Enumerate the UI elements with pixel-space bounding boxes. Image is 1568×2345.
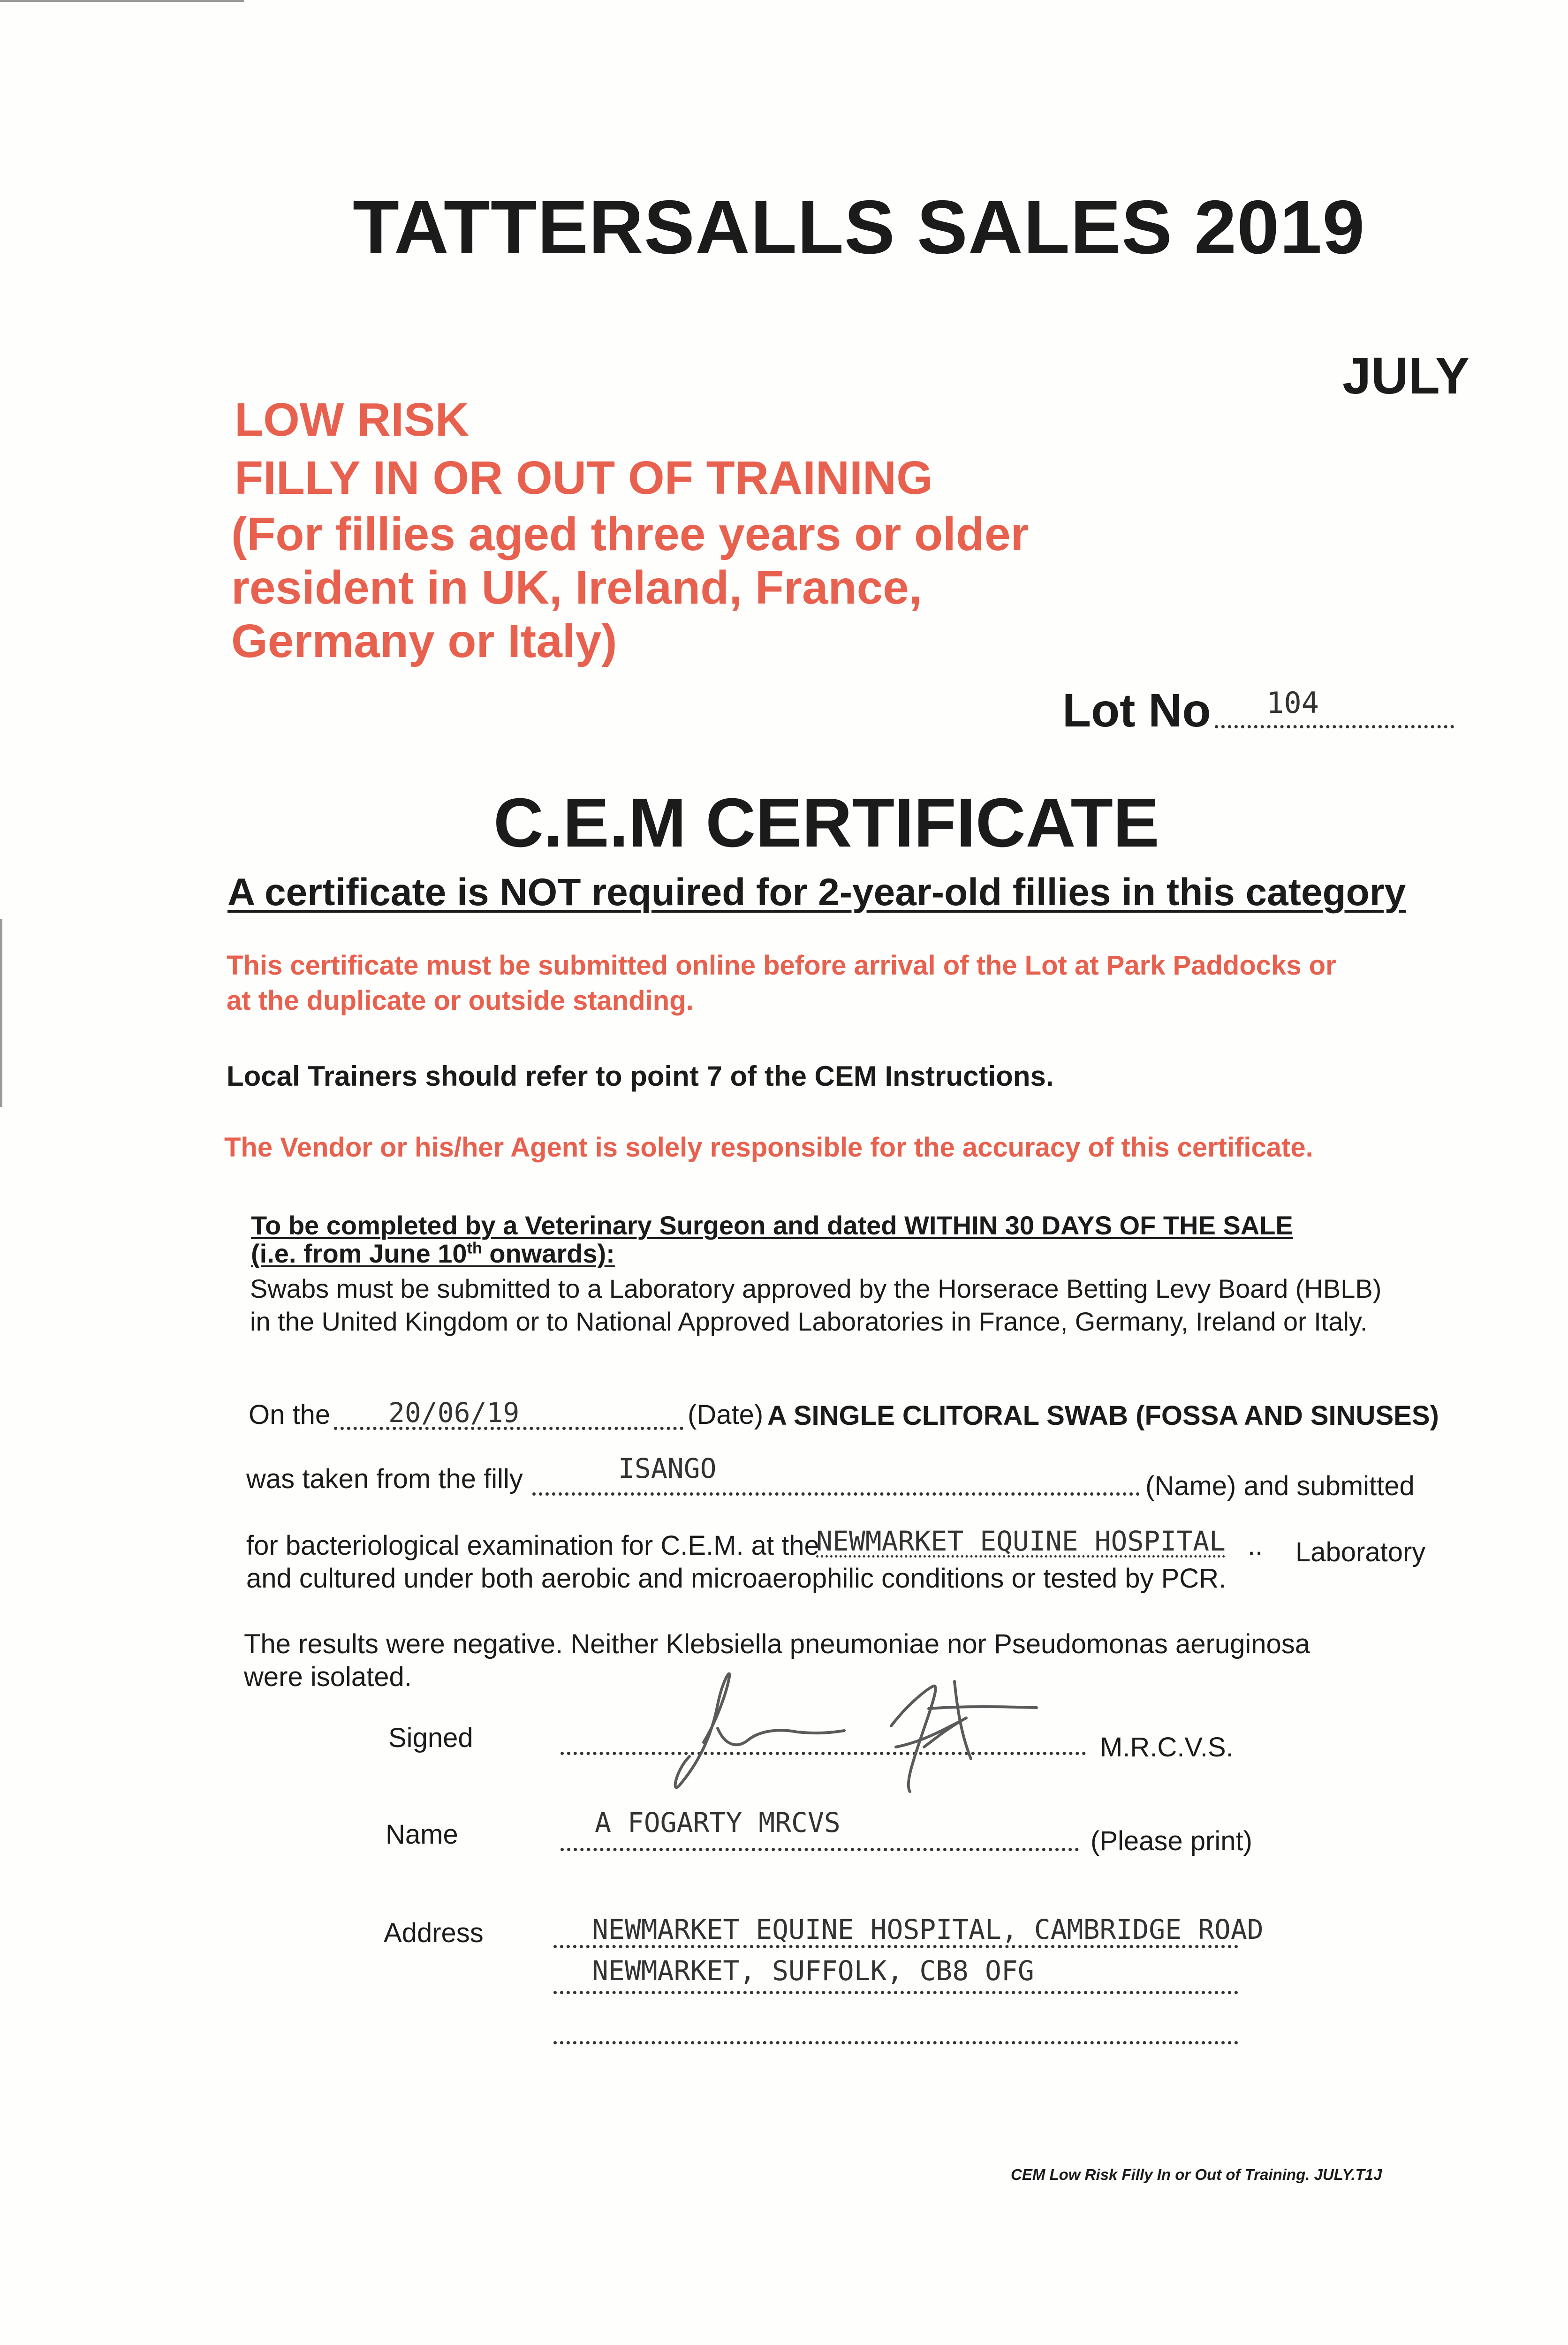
swab-instructions-line-1: Swabs must be submitted to a Laboratory approved by the Horserace Betting Levy Board (HBLB) [250, 1274, 1382, 1303]
submit-notice-line-1: This certificate must be submitted online before arrival of the Lot at Park Paddocks or [227, 950, 1336, 981]
vet-name-value: A FOGARTY MRCVS [595, 1807, 841, 1838]
signed-label: Signed [388, 1723, 473, 1753]
lot-dotted-line [1215, 725, 1454, 728]
scan-edge-top [0, 0, 244, 2]
vendor-notice: The Vendor or his/her Agent is solely responsible for the accuracy of this certificate. [224, 1132, 1313, 1163]
on-the-label: On the [249, 1399, 331, 1430]
filly-dotted-line [532, 1492, 1140, 1496]
sales-title: TATTERSALLS SALES 2019 [353, 185, 1365, 270]
vet-heading-line-2-post: onwards): [482, 1239, 615, 1268]
filly-label: was taken from the filly [246, 1464, 523, 1494]
address-line-1-value: NEWMARKET EQUINE HOSPITAL, CAMBRIDGE ROAD [592, 1914, 1264, 1945]
swab-instructions-line-2: in the United Kingdom or to National Approved Laboratories in France, Germany, Ireland or Italy. [250, 1307, 1368, 1336]
address-dotted-line-2 [553, 1991, 1238, 1994]
certificate-title: C.E.M CERTIFICATE [493, 784, 1159, 862]
address-line-2-value: NEWMARKET, SUFFOLK, CB8 OFG [592, 1955, 1034, 1987]
vet-heading-line-1: To be completed by a Veterinary Surgeon and dated WITHIN 30 DAYS OF THE SALE [251, 1210, 1293, 1240]
category-line-1: LOW RISK [235, 393, 469, 446]
lab-dots-tail: .. [1248, 1530, 1263, 1561]
swab-type: A SINGLE CLITORAL SWAB (FOSSA AND SINUSES) [767, 1400, 1439, 1431]
footer-reference: CEM Low Risk Filly In or Out of Training. JULY.T1J [1011, 2166, 1382, 2183]
date-value: 20/06/19 [388, 1397, 520, 1429]
lab-name-value: NEWMARKET EQUINE HOSPITAL [816, 1525, 1226, 1557]
submit-notice-line-2: at the duplicate or outside standing. [227, 985, 694, 1016]
exam-label: for bacteriological examination for C.E.M. at the [246, 1530, 819, 1561]
vet-heading-line-2-pre: (i.e. from June 10 [251, 1239, 467, 1268]
local-trainers-notice: Local Trainers should refer to point 7 of the CEM Instructions. [227, 1060, 1054, 1092]
cultured-line: and cultured under both aerobic and microaerophilic conditions or tested by PCR. [246, 1563, 1227, 1594]
category-line-3: (For fillies aged three years or older [231, 508, 1029, 560]
address-dotted-line-1 [553, 1945, 1238, 1948]
category-line-2: FILLY IN OR OUT OF TRAINING [235, 452, 933, 504]
date-suffix: (Date) [688, 1399, 764, 1430]
name-dotted-line [561, 1848, 1079, 1851]
sale-month: JULY [1342, 347, 1470, 405]
vet-heading-line-2 [251, 1238, 615, 1269]
signed-suffix: M.R.C.V.S. [1100, 1732, 1234, 1763]
results-line-2: were isolated. [244, 1662, 412, 1692]
signature-image [647, 1663, 1116, 1813]
name-suffix: (Please print) [1091, 1826, 1252, 1856]
address-label: Address [384, 1918, 484, 1948]
lot-label: Lot No [1062, 684, 1211, 737]
results-line-1: The results were negative. Neither Klebsiella pneumoniae nor Pseudomonas aeruginosa [244, 1629, 1310, 1659]
filly-name-value: ISANGO [618, 1452, 717, 1484]
vet-heading-line-2-sup: th [467, 1239, 482, 1257]
lab-suffix: Laboratory [1295, 1537, 1426, 1567]
name-label: Name [386, 1819, 458, 1850]
address-dotted-line-3 [553, 2041, 1238, 2044]
not-required-notice: A certificate is NOT required for 2-year-old fillies in this category [227, 871, 1406, 914]
lot-value: 104 [1266, 686, 1319, 720]
filly-suffix: (Name) and submitted [1145, 1471, 1415, 1501]
category-line-4: resident in UK, Ireland, France, [231, 561, 922, 614]
scan-edge-left [0, 919, 2, 1107]
category-line-5: Germany or Italy) [231, 615, 617, 667]
